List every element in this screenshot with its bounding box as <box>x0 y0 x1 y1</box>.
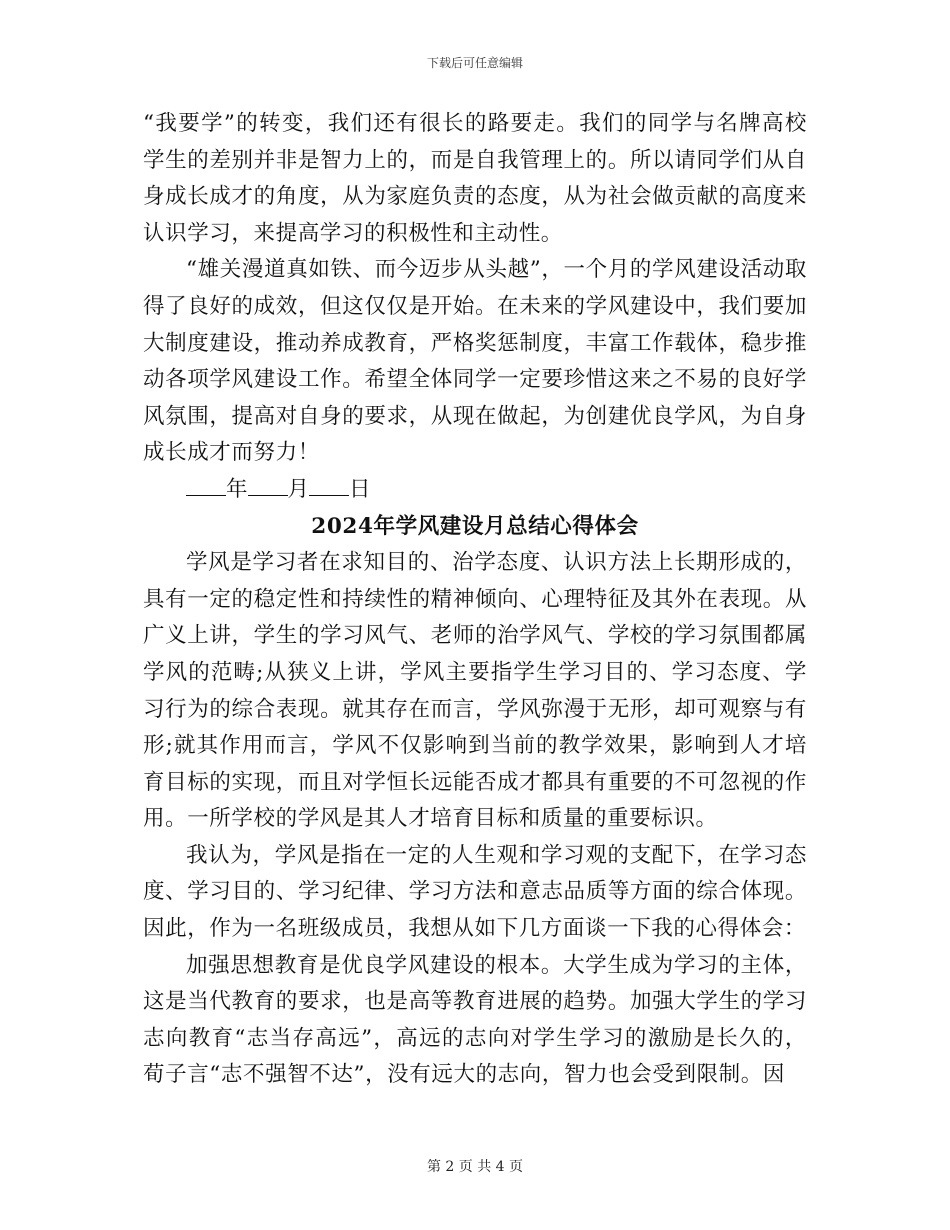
blank-day <box>309 473 349 496</box>
date-year-label: 年 <box>226 476 248 502</box>
document-body <box>143 106 807 1094</box>
blank-month <box>248 473 288 496</box>
blank-year <box>186 473 226 496</box>
page-footer: 第 2 页 共 4 页 <box>426 1159 524 1175</box>
paragraph-closing: “雄关漫道真如铁、而今迈步从头越”，一个月的学风建设活动取得了良好的成效，但这仅仅是开始。在未来的学风建设中，我们要加大制度建设，推动养成教育，严格奖惩制度，丰富工作载体，稳步推动各项学风建设工作。希望全体同学一定要珍惜这来之不易的良好学风氛围，提高对自身的要求，从现在做起，为创建优良学风，为自身成长成才而努力！ <box>143 257 807 466</box>
date-day-label: 日 <box>349 476 371 502</box>
date-month-label: 月 <box>287 476 310 502</box>
paragraph-continued: “我要学”的转变，我们还有很长的路要走。我们的同学与名牌高校学生的差别并非是智力上的，而是自我管理上的。所以请同学们从自身成长成才的角度，从为家庭负责的态度，从为社会做贡献的高度来认识学习，来提高学习的积极性和主动性。 <box>143 111 807 246</box>
paragraph-definition: 学风是学习者在求知目的、治学态度、认识方法上长期形成的，具有一定的稳定性和持续性的精神倾向、心理特征及其外在表现。从广义上讲，学生的学习风气、老师的治学风气、学校的学习氛围都属学风的范畴;从狭义上讲，学风主要指学生学习目的、学习态度、学习行为的综合表现。就其存在而言，学风弥漫于无形，却可观察与有形;就其作用而言，学风不仅影响到当前的教学效果，影响到人才培育目标的实现，而且对学恒长远能否成才都具有重要的不可忽视的作用。一所学校的学风是其人才培育目标和质量的重要标识。 <box>143 550 807 832</box>
page-header: 下载后可任意编辑 <box>426 56 523 70</box>
date-line <box>143 472 807 509</box>
paragraph-opinion: 我认为，学风是指在一定的人生观和学习观的支配下，在学习态度、学习目的、学习纪律、学习方法和意志品质等方面的综合体现。因此，作为一名班级成员，我想从如下几方面谈一下我的心得体会： <box>143 842 807 942</box>
section-heading: 2024年学风建设月总结心得体会 <box>311 513 639 539</box>
paragraph-ideology: 加强思想教育是优良学风建设的根本。大学生成为学习的主体，这是当代教育的要求，也是高等教育进展的趋势。加强大学生的学习志向教育“志当存高远”，高远的志向对学生学习的激励是长久的，荀子言“志不强智不达”，没有远大的志向，智力也会受到限制。因 <box>143 952 807 1088</box>
